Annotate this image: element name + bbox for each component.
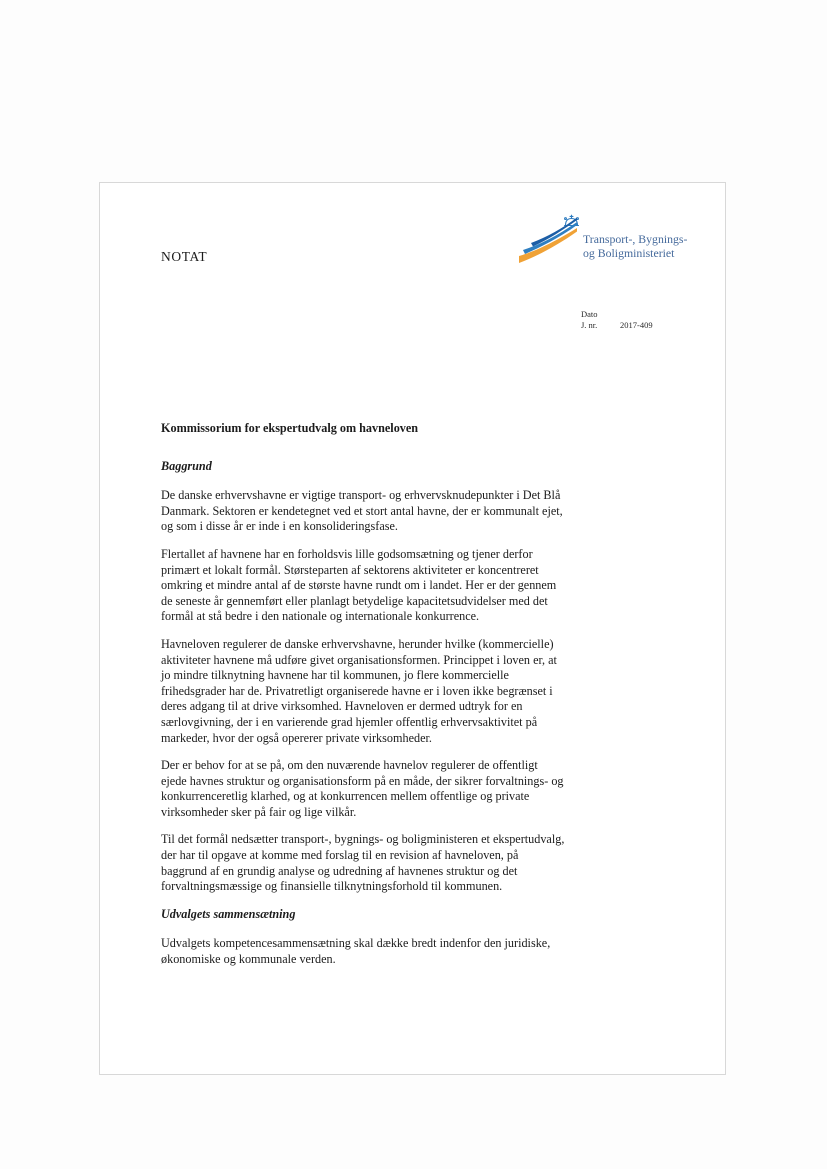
paragraph: Udvalgets kompetencesammensætning skal dække bredt indenfor den juridiske, økonomiske og kommunale verden. — [161, 936, 551, 967]
document-title: Kommissorium for ekspertudvalg om havneloven — [161, 421, 419, 435]
section-heading-sammensaetning: Udvalgets sammensætning — [161, 906, 296, 921]
document-meta — [581, 309, 653, 331]
road-swoosh-icon — [519, 218, 577, 264]
meta-journal-label: J. nr. — [581, 320, 598, 330]
document-type-label: NOTAT — [161, 249, 208, 264]
document-body — [161, 421, 565, 980]
meta-journal-row — [581, 320, 653, 331]
meta-journal-value: 2017-409 — [620, 320, 653, 330]
document-page — [99, 182, 726, 1075]
paragraph: Flertallet af havnene har en forholdsvis lille godsomsætning og tjener derfor primært et lokalt formål. Størsteparten af sektorens aktiviteter er koncentreret omkring et mindre antal af de største havne rundt om i landet. Her er der gennem de seneste år gennemført eller planlagt betydelige kapacitetsudvidelser med det formål at stå bedre i den nationale og internationale konkurrence. — [161, 546, 557, 624]
ministry-name-line1: Transport-, Bygnings- — [583, 232, 688, 246]
meta-date-row — [581, 309, 653, 320]
ministry-name-line2: og Boligministeriet — [583, 246, 675, 260]
ministry-name — [583, 213, 687, 260]
paragraph: Til det formål nedsætter transport-, bygnings- og boligministeren et ekspertudvalg, der har til opgave at komme med forslag til en revision af havneloven, på baggrund af en grundig analyse og udredning af havnenes struktur og det forvaltningsmæssige og finansielle tilknytningsforhold til kommunen. — [161, 832, 565, 894]
ministry-logo-art — [519, 213, 581, 265]
paragraph: Der er behov for at se på, om den nuværende havnelov regulerer de offentligt ejede havnes struktur og organisationsform på en måde, der sikrer forvaltnings- og konkurrenceretlig klarhed, og at konkurrencen mellem offentlige og private virksomheder sker på fair og lige vilkår. — [161, 758, 564, 819]
section-heading-baggrund: Baggrund — [161, 458, 212, 473]
paragraph: Havneloven regulerer de danske erhvervshavne, herunder hvilke (kommercielle) aktiviteter havnene må udføre givet organisationsformen. Princippet i loven er, at jo mindre tilknytning havnene har til kommunen, jo flere kommercielle frihedsgrader har de. Privatretligt organiserede havne er i loven ikke begrænset i deres adgang til at drive virksomhed. Havneloven er dermed udtryk for en særlovgivning, der i en varierende grad hjemler offentlig erhvervsaktivitet på markeder, hvor der også opererer private virksomheder. — [161, 636, 557, 745]
ministry-logo — [519, 213, 687, 265]
meta-date-label: Dato — [581, 309, 598, 319]
paragraph: De danske erhvervshavne er vigtige transport- og erhvervsknudepunkter i Det Blå Danmark. Sektoren er kendetegnet ved et stort antal havne, der er kommunalt ejet, og som i disse år er inde i en konsolideringsfase. — [161, 488, 563, 534]
